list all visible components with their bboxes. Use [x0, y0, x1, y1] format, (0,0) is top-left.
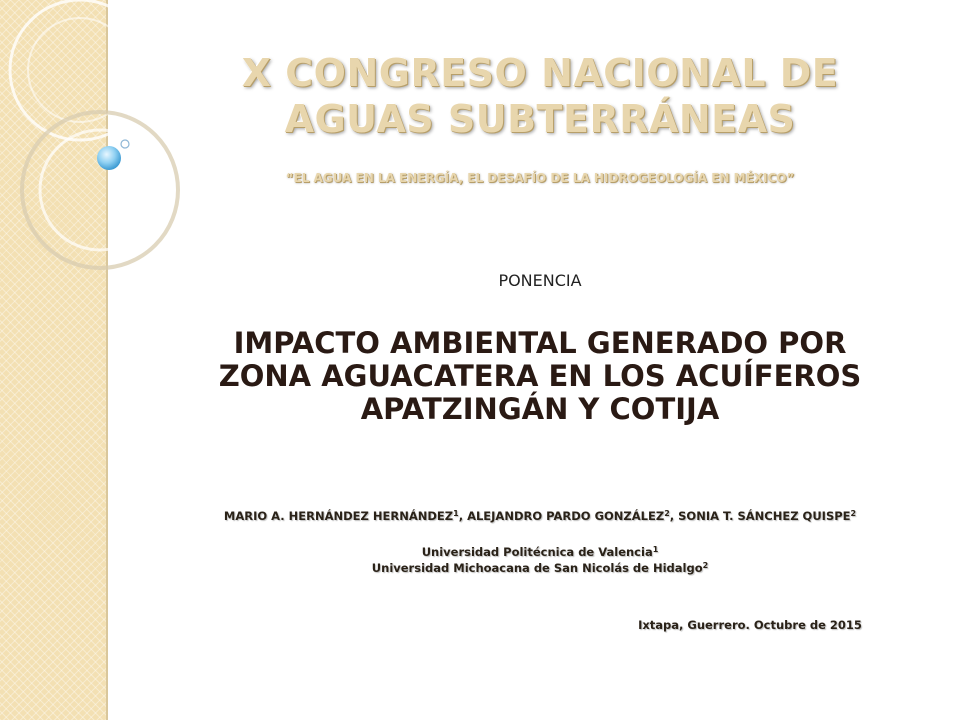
conference-subtitle: “EL AGUA EN LA ENERGÍA, EL DESAFÍO DE LA HIDROGEOLOGÍA EN MÉXICO”	[285, 171, 795, 185]
author-affiliation-ref: 2	[850, 509, 857, 518]
affiliation-1	[150, 545, 930, 559]
affiliation-ref: 2	[702, 561, 709, 570]
talk-title-line3: APATZINGÁN Y COTIJA	[360, 392, 720, 426]
author-name: MARIO A. HERNÁNDEZ HERNÁNDEZ	[223, 509, 454, 523]
author-separator: ,	[458, 509, 468, 523]
conference-title	[150, 50, 930, 142]
author-affiliation-ref: 1	[453, 509, 459, 518]
affiliation-name: Universidad Politécnica de Valencia	[421, 545, 653, 559]
talk-title-line2: ZONA AGUACATERA EN LOS ACUÍFEROS	[218, 359, 862, 393]
author-separator: ,	[669, 509, 679, 523]
affiliation-name: Universidad Michoacana de San Nicolás de Hidalgo	[371, 561, 703, 575]
conference-title-line2: AGUAS SUBTERRÁNEAS	[284, 97, 796, 141]
presentation-type-label: PONENCIA	[498, 271, 582, 290]
affiliation-ref: 1	[652, 545, 659, 554]
author-affiliation-ref: 2	[664, 509, 670, 518]
place-and-date: Ixtapa, Guerrero. Octubre de 2015	[638, 618, 862, 632]
talk-title	[150, 327, 930, 426]
author-name: ALEJANDRO PARDO GONZÁLEZ	[467, 509, 665, 523]
authors-line	[150, 509, 930, 523]
blue-bubble-icon	[97, 146, 121, 170]
talk-title-line1: IMPACTO AMBIENTAL GENERADO POR	[233, 326, 847, 360]
affiliation-2	[150, 561, 930, 575]
author-name: SONIA T. SÁNCHEZ QUISPE	[678, 509, 851, 523]
conference-title-line1: X CONGRESO NACIONAL DE	[241, 51, 839, 95]
